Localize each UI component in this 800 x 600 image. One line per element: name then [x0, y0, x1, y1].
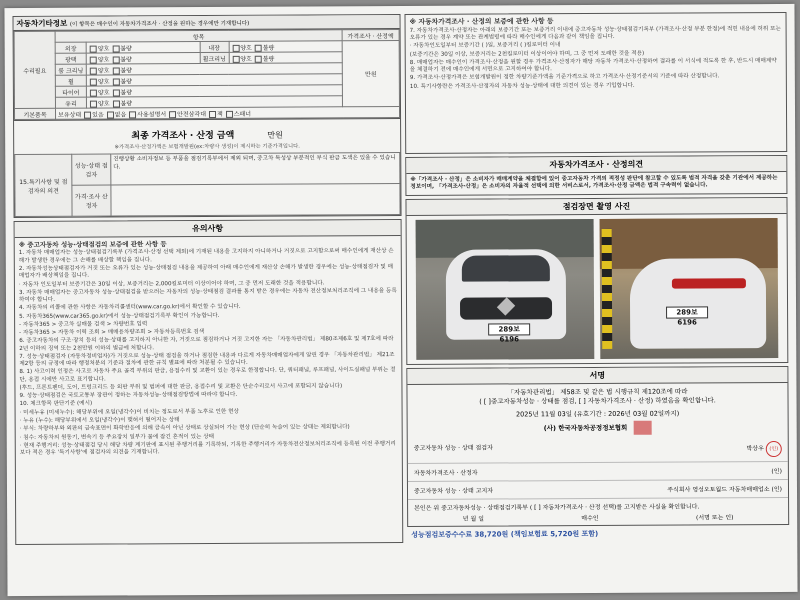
condition-options[interactable]: 양호 불량: [86, 53, 200, 65]
confirm-date: 년 월 일: [462, 515, 485, 523]
caution-item: 5. 자동차365(www.car365.go.kr)에서 성능·상태점검기록부 확인이 가능합니다.: [19, 312, 220, 320]
caution-item: · 현재 주행거리: 성능·상태점검 당시 해당 차량 계기판에 표시된 주행거리를 기록하되, 기록한 주행거리가 자동차전산정보처리조직에 등록된 이전 주행거리보다 적은 경우 '특기사항'에 점검자의 의견을 기재합니다.: [19, 440, 396, 457]
association-name: (사) 한국자동차공정정보협회: [543, 423, 628, 432]
condition-options[interactable]: 양호 불량: [86, 85, 342, 97]
final-price-unit: 만원: [267, 130, 283, 140]
fee-text: 성능점검보증수수료 38,720원 (책임보험료 5,720원 포함): [411, 529, 599, 539]
caution-item: 8. 1) 사고이력 인정은 사고로 자동차 주요 골격 부위의 판금, 용접수리 및 교환이 있는 경우로 한정합니다. 단, 쿼터패널, 루프패널, 사이드실패널 부위는 절단, 용접 시에만 사고로 표기합니다.: [19, 367, 396, 383]
cautions-head: ※ 중고자동차 성능·상태점검의 보증에 관한 사항 등: [18, 240, 167, 250]
row-label: 휠: [55, 75, 86, 86]
signer-row: 자동차가격조사 · 산정자 (인): [408, 462, 788, 482]
caution-item: 6. 중고자동차의 구조·장치 등의 성능·상태를 고지하지 아니한 자, 거짓으로 점검하거나 거짓 고지한 자는 「자동차관리법」 제80조제6호 및 제7호에 따라 2년 이하의 징역 또는 2천만원 이하의 벌금에 처합니다.: [19, 336, 394, 352]
warranty-item: 10. 특기사항란은 가격조사·산정자의 자동차 성능·상태에 대한 의견이 있는 경우 기입합니다.: [409, 82, 635, 90]
vehicle-info-label: 자동차기타정보: [16, 18, 68, 29]
buyer-signature[interactable]: (서명 또는 인): [695, 513, 734, 521]
basic-items[interactable]: 보유상태 있음 없음 사용설명서 안전삼각대 잭 스패너: [55, 107, 399, 120]
confirmation-block: [408, 498, 788, 526]
left-column: [13, 14, 404, 545]
warranty-body: [406, 13, 786, 95]
condition-options[interactable]: 양호 불량: [86, 63, 342, 75]
special-notes-label: 15.특기사항 및 점검자의 의견: [15, 154, 72, 216]
row-label: 휠크리닝: [200, 52, 229, 63]
seal-icon: (인): [766, 441, 782, 457]
warranty-item: 8. 매매업자는 매수인이 가격조사·산정을 원할 경우 가격조사·산정자가 해당 자동차 가격조사·산정하여 결과를 이 서식에 적도록 한 후, 반드시 매매계약을 체결하기 전에 매수인에게 서면으로 고지하여야 합니다.: [409, 57, 777, 74]
warranty-item: (보증기간은 30일 이상, 보증거리는 2천킬로미터 이상이어야 하며, 그 중 먼저 도래한 것을 적용): [409, 50, 645, 58]
row-label: 내장: [200, 41, 229, 52]
caution-item: · 미세누유 (미세누수): 해당부위에 오일(냉각수)이 비치는 정도로서 부품 노후로 인한 현상: [19, 408, 239, 416]
car-body: [630, 258, 766, 349]
warranty-section: [405, 12, 788, 154]
signature-date: 2025년 11월 03일 (유효기간 : 2026년 03월 02일까지): [515, 409, 680, 418]
final-price-row: [14, 118, 400, 154]
signature-section: [406, 366, 789, 527]
price-inspector-opinion: [111, 184, 400, 217]
caution-item: - 자동차365 > 자동차 이력 조회 > 매매용차량조회 > 자동차등록번호 검색: [19, 329, 205, 337]
barrier-post: [602, 228, 613, 348]
row-label: 외장: [55, 42, 86, 53]
price-header: 가격조사 · 산정액: [342, 30, 399, 41]
pricing-opinion-section: [405, 155, 787, 196]
cautions-section: [14, 219, 404, 545]
warranty-item: 9. 가격조사·산정가격은 보험개발원이 정한 차량기준가액을 기준가격으로 하고 가격조사·산정기준서의 기준에 따라 산정합니다.: [409, 73, 720, 82]
final-price-label: 최종 가격조사 · 산정 금액: [131, 130, 235, 142]
condition-options[interactable]: 양호 불량: [86, 74, 342, 86]
caution-item: (후드, 프론트펜더, 도어, 트렁크리드 등 외판 부위 및 범퍼에 대한 판금, 용접수리 및 교환은 단순수리로서 사고에 포함되지 않습니다): [19, 383, 343, 391]
photo-title: 점검장면 촬영 사진: [406, 198, 786, 216]
caution-item: · 부식: 차량하부와 외판의 금속표면이 화학반응에 의해 금속이 아닌 상태로 상실되어 가는 현상 (단순히 녹슬어 있는 상태는 제외합니다): [19, 424, 350, 433]
row-label: 광택: [55, 53, 86, 64]
caution-item: · 침수: 자동차의 원동기, 변속기 등 주요장치 일부가 물에 잠긴 흔적이 있는 상태: [19, 433, 215, 441]
license-plate: 289보6196: [666, 306, 708, 318]
photo-row: [407, 214, 788, 364]
cautions-title: 유의사항: [15, 220, 401, 238]
pricing-opinion-text: ※「가격조사 · 산정」은 소비자가 매매계약을 체결함에 있어 중고자동차 가격의 적정성 판단에 참고할 수 있도록 법적 자격을 갖춘 기관에서 제공하는 정보이며, 「가격조사·산정」은 소비자의 자율적 선택에 의한 서비스로서, 가격조사·산정 금액은 법적 구속력이 없습니다.: [410, 175, 778, 191]
signature-title: 서명: [407, 367, 787, 385]
cautions-body: [15, 236, 402, 461]
condition-options[interactable]: 양호 불량: [86, 96, 342, 108]
caution-item: 10. 체크항목 판단기준 (예시): [19, 401, 93, 408]
signature-statement: [407, 383, 787, 439]
perf-inspector-opinion: 진행상황 소비자정보 등 부품을 점검기록부에서 제외 되며, 중고차 특성상 부분적인 부식 판금 도색은 있을 수 있습니다.: [111, 153, 400, 186]
condition-table: [14, 29, 400, 120]
final-price-note: ※가격조사·산정가액은 보험개발원(ex:차량사 생성)이 제시하는 기준가격입니다.: [114, 143, 300, 151]
inspection-document: [4, 4, 797, 596]
warranty-item: · 자동차인도일부터 보증기간 ( )일, 보증거리 ( )킬로미터 이내: [409, 42, 561, 50]
warranty-item: 7. 자동차가격조사·산정자는 아래의 보증기간 또는 보증거리 이내에 중고자동차 성능·상태점검기록부 (가격조사·산정 부분 한정)에 적힌 내용에 허위 또는 오류가 있는 경우 계약 또는 관계법령에 따라 매수인에게 다음과 같이 책임을 집니다.: [409, 25, 781, 42]
caution-item: 2. 자동차성능상태점검자가 거짓 또는 오류가 있는 성능·상태점검 내용을 제공하여 아래 매수인에게 재산상 손해가 발생한 경우에는 성능·상태점검자 및 매매업자가 배상책임을 집니다.: [18, 264, 393, 280]
condition-options[interactable]: 양호 불량: [229, 52, 343, 64]
rear-car-photo: [600, 218, 779, 359]
basic-items-label: 기본품목: [14, 108, 55, 119]
caution-item: · 누유 (누수): 해당부위에서 오일(냉각수)이 맺혀서 떨어지는 상태: [19, 417, 180, 425]
pricing-opinion-title: 자동차가격조사 · 산정의견: [406, 156, 786, 174]
vehicle-info-section: [13, 14, 402, 218]
condition-options[interactable]: 양호 불량: [86, 42, 200, 54]
right-column: [405, 12, 790, 543]
signature-text-1: 「자동차관리법」 제58조 및 같은 법 시행규칙 제120조에 따라: [507, 387, 688, 396]
signature-text-2: ( [ ]중고자동차성능 · 상태를 점검, [ ] 자동차가격조사 · 산정) 하였음을 확인합니다.: [479, 395, 716, 406]
price-inspector-label: 가격·조사 산정자: [72, 185, 111, 216]
caution-item: 4. 자동차의 리콜에 관한 사항은 자동차리콜센터(www.car.go.kr)에서 확인할 수 있습니다.: [19, 304, 241, 312]
photo-section: [405, 197, 788, 365]
caution-item: 1. 자동차 매매업자는 성능·상태점검기록부 (가격조사·산정 선택 제외)에 기재된 내용을 고지하지 아니하거나 거짓으로 고지함으로써 매수인에게 재산상 손해가 발생한 경우에는 그 손해를 배상할 책임을 집니다.: [18, 248, 394, 264]
price-unit: 만원: [342, 41, 399, 107]
buyer-label: 매수인: [581, 514, 599, 522]
vehicle-info-note: (이 항목은 매수인이 자동차가격조사 · 산정을 원하는 경우에만 기재합니다): [69, 20, 250, 28]
perf-inspector-label: 성능·상태 점검자: [72, 154, 111, 185]
repair-needed-label: 수리필요: [14, 31, 55, 108]
special-notes-table: [14, 152, 400, 217]
condition-header: 항목: [55, 30, 342, 43]
row-label: 유리: [55, 97, 86, 108]
confirmation-text: 본인은 위 중고자동차성능 · 상태점검기록부 ( [ ] 자동차가격조사 · 산정 선택)를 고지받은 사실을 확인합니다.: [414, 502, 700, 512]
condition-options[interactable]: 양호 불량: [229, 41, 343, 53]
signer-row: 중고자동차 성능 · 상태 점검자 박상우 (인): [408, 437, 788, 464]
windshield: [462, 255, 550, 281]
caution-item: 7. 성능·상태점검자 (자동차정비업자)가 거짓으로 성능·상태 점검을 하거나 점검한 내용과 다르게 자동차매매업자에게 알린 경우 「자동차관리법」 제21조제2항 등의 규정에 따라 행정처분의 기준과 절차에 관한 규칙 별표에 따라 처분될 수 있습니다.: [19, 351, 395, 368]
caution-item: 3. 자동차 매매업자는 중고자동차 성능·상태점검을 받으려는 자동차의 성능·상태점검 결과를 통지 받은 경우에는 자동차 전산정보처리조직에 그 내용을 등록하여야 합니다.: [18, 287, 397, 304]
row-label: 룸 크리닝: [55, 64, 86, 75]
association-seal-icon: [634, 420, 652, 434]
signer-row: 중고자동차 성능 · 상태 고지자 주식회사 영성오토월드 자동차매매업소 (인): [408, 480, 788, 500]
caution-item: 9. 성능·상태점검은 국토교통부 장관이 정하는 자동차성능·상태점검방법에 따라야 합니다.: [19, 392, 238, 400]
caution-item: - 자동차365 > 중고차 실매물 검색 > 차량번호 입력: [19, 321, 148, 328]
association-line: [408, 420, 788, 436]
license-plate: 289보6196: [488, 323, 530, 335]
row-label: 타이어: [55, 86, 86, 97]
warranty-title: ※ 자동차가격조사 · 산정의 보증에 관한 사항 등: [409, 17, 554, 26]
tail-light: [672, 278, 746, 288]
front-car-photo: [416, 219, 595, 360]
caution-item: · 자동차 인도일부터 보증기간은 30일 이상, 보증거리는 2,000킬로미터 이상이어야 하며, 그 중 먼저 도래한 것을 적용합니다.: [18, 279, 325, 288]
